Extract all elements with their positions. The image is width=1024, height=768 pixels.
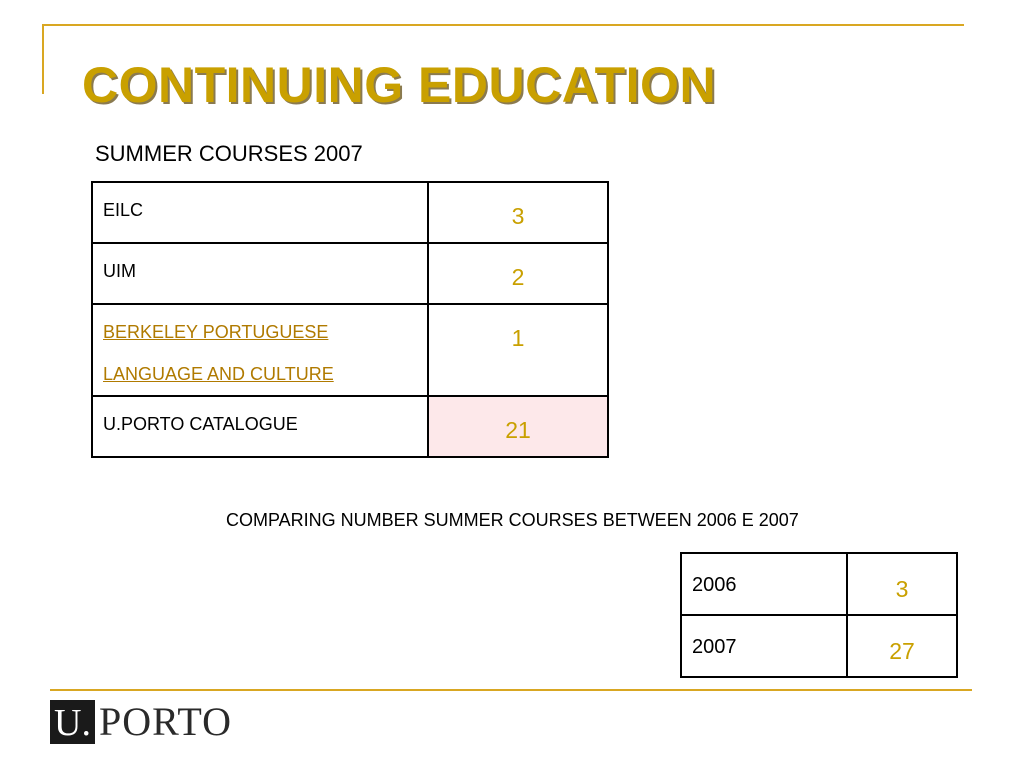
course-label-cell bbox=[92, 304, 428, 396]
year-count: 27 bbox=[847, 615, 957, 677]
compare-table bbox=[680, 552, 958, 678]
left-frame-line bbox=[42, 24, 44, 94]
link-line-1: BERKELEY PORTUGUESE bbox=[103, 322, 329, 342]
table-row bbox=[92, 243, 608, 304]
course-label: EILC bbox=[92, 182, 428, 243]
footer-line bbox=[50, 689, 972, 691]
berkeley-course-link[interactable] bbox=[103, 311, 417, 395]
table-row bbox=[681, 553, 957, 615]
table-row bbox=[92, 182, 608, 243]
year-label: 2007 bbox=[681, 615, 847, 677]
page-title: CONTINUING EDUCATION bbox=[82, 57, 717, 113]
logo-u-block: U. bbox=[50, 700, 95, 744]
compare-title: COMPARING NUMBER SUMMER COURSES BETWEEN 2006 E 2007 bbox=[226, 510, 799, 530]
course-label: UIM bbox=[92, 243, 428, 304]
course-count-highlighted: 21 bbox=[428, 396, 608, 457]
link-line-2: LANGUAGE AND CULTURE bbox=[103, 364, 334, 384]
year-count: 3 bbox=[847, 553, 957, 615]
course-label: U.PORTO CATALOGUE bbox=[92, 396, 428, 457]
year-label: 2006 bbox=[681, 553, 847, 615]
table-row bbox=[681, 615, 957, 677]
table-row bbox=[92, 304, 608, 396]
subtitle: SUMMER COURSES 2007 bbox=[95, 141, 363, 166]
uporto-logo bbox=[50, 700, 232, 744]
summer-courses-table bbox=[91, 181, 609, 458]
course-count: 1 bbox=[428, 304, 608, 396]
table-row bbox=[92, 396, 608, 457]
course-count: 3 bbox=[428, 182, 608, 243]
logo-text: PORTO bbox=[98, 699, 232, 744]
top-frame-line bbox=[42, 24, 964, 26]
course-count: 2 bbox=[428, 243, 608, 304]
